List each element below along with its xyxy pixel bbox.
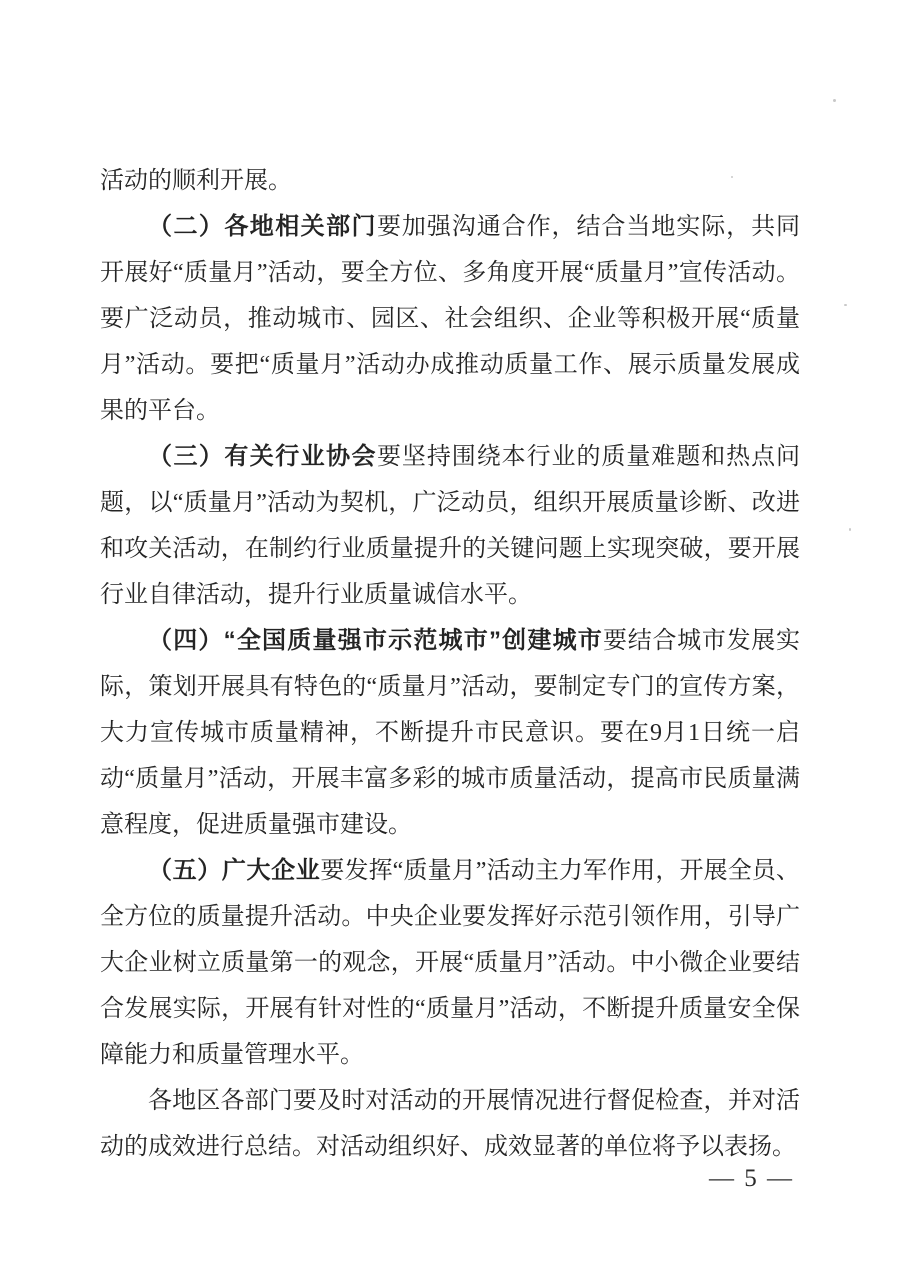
paragraph-body: 各地区各部门要及时对活动的开展情况进行督促检查，并对活动的成效进行总结。对活动组织好、成效显著的单位将予以表扬。: [100, 1088, 800, 1160]
paragraph-lead: （三）有关行业协会: [148, 443, 377, 470]
paragraph-body: 要坚持围绕本行业的质量难题和热点问题，以“质量月”活动为契机，广泛动员，组织开展质量诊断、改进和攻关活动，在制约行业质量提升的关键问题上实现突破，要开展行业自律活动，提升行业质量诚信水平。: [100, 444, 801, 608]
paragraph-section-3: [100, 434, 800, 618]
paragraph-section-5: [100, 848, 800, 1078]
scan-speck: [844, 304, 847, 306]
paragraph-section-2: [100, 204, 800, 434]
paragraph-continuation: [100, 158, 800, 204]
scan-speck: [849, 528, 851, 531]
paragraph-lead: （二）各地相关部门: [148, 213, 377, 240]
paragraph-lead: （五）广大企业: [148, 857, 321, 884]
paragraph-section-4: [100, 618, 800, 848]
paragraph-body: 要结合城市发展实际，策划开展具有特色的“质量月”活动，要制定专门的宣传方案，大力宣传城市质量精神，不断提升市民意识。要在9月1日统一启动“质量月”活动，开展丰富多彩的城市质量活动，提高市民质量满意程度，促进质量强市建设。: [100, 628, 801, 838]
paragraph-lead: （四）“全国质量强市示范城市”创建城市: [148, 627, 604, 654]
page-number: — 5 —: [709, 1165, 794, 1192]
scan-speck: [833, 99, 836, 102]
document-body: [100, 158, 800, 1196]
paragraph-body: 要发挥“质量月”活动主力军作用，开展全员、全方位的质量提升活动。中央企业要发挥好示范引领作用，引导广大企业树立质量第一的观念，开展“质量月”活动。中小微企业要结合发展实际，开展有针对性的“质量月”活动，不断提升质量安全保障能力和质量管理水平。: [100, 858, 800, 1068]
paragraph-body: 要加强沟通合作，结合当地实际，共同开展好“质量月”活动，要全方位、多角度开展“质量月”宣传活动。要广泛动员，推动城市、园区、社会组织、企业等积极开展“质量月”活动。要把“质量月”活动办成推动质量工作、展示质量发展成果的平台。: [100, 214, 801, 424]
paragraph-closing: [100, 1078, 800, 1170]
paragraph-body: 活动的顺利开展。: [100, 168, 292, 194]
